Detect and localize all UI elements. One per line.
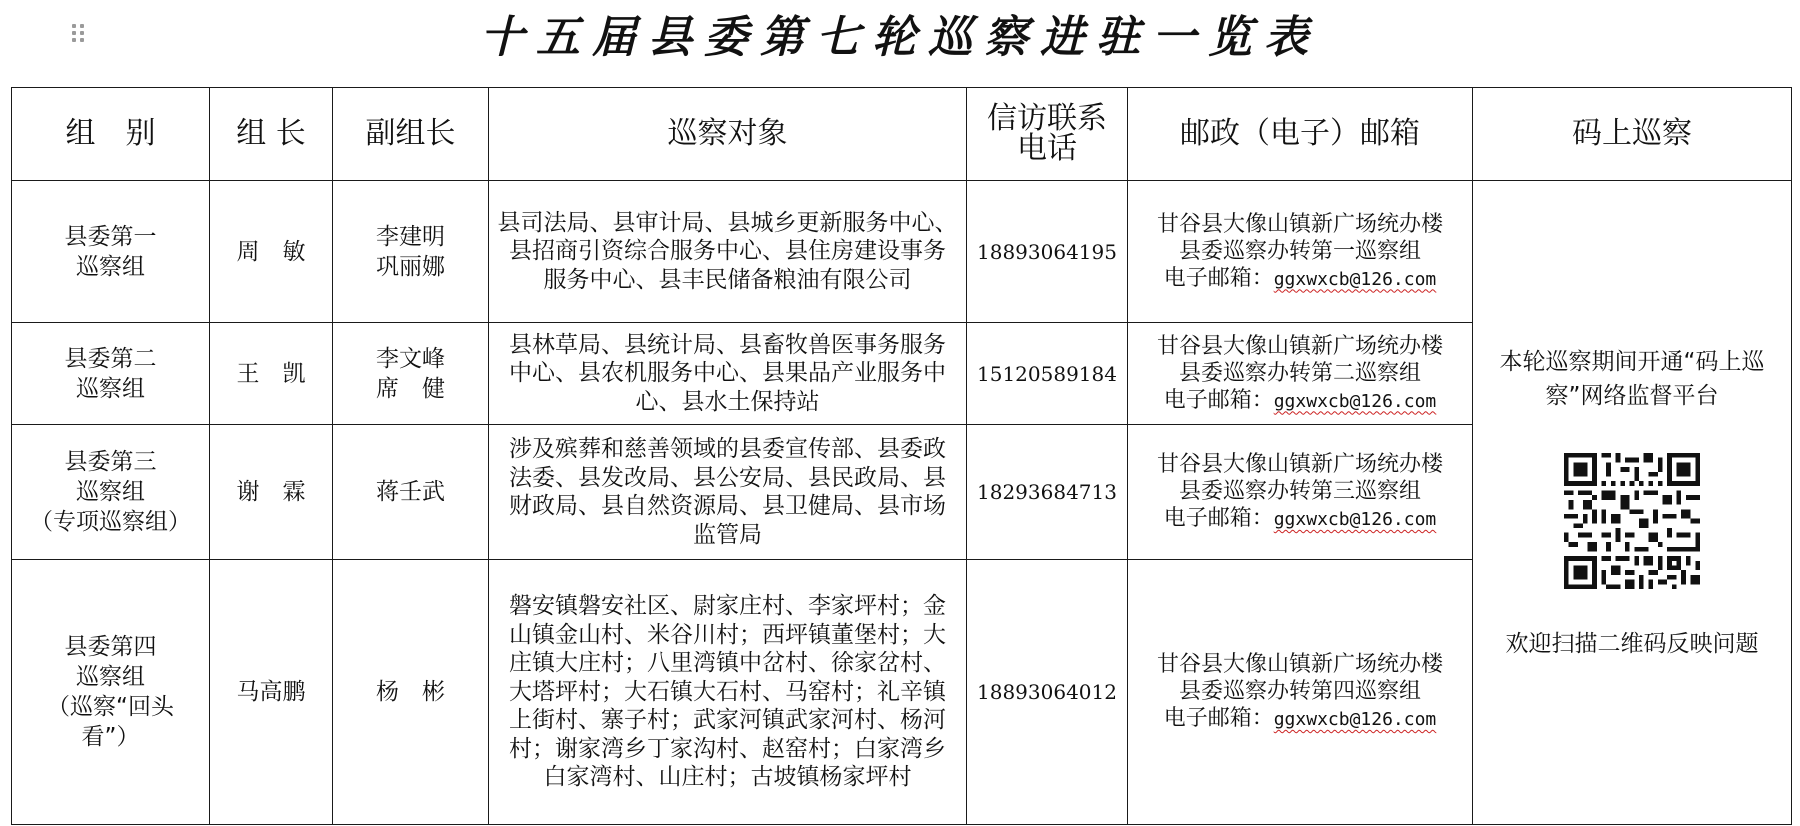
mail-address-line: 县委巡察办转第三巡察组 <box>1178 479 1421 504</box>
deputy-cell <box>333 323 489 425</box>
email-label: 电子邮箱： <box>1163 387 1274 413</box>
email-address[interactable]: ggxwxcb@126.com <box>1273 390 1437 412</box>
group-line: 县委第二 <box>64 345 157 372</box>
deputy-cell <box>333 181 489 323</box>
email-label: 电子邮箱： <box>1163 265 1274 291</box>
scope-line: 庄镇大庄村；八里湾镇中岔村、徐家岔村、 <box>509 650 946 677</box>
scope-line: 上街村、寨子村；武家河镇武家河村、杨河 <box>509 707 946 734</box>
header-scope: 巡察对象 <box>489 88 967 181</box>
header-qr: 码上巡察 <box>1473 88 1792 181</box>
phone-cell: 18893064012 <box>967 560 1128 825</box>
scope-line: 服务中心、县丰民储备粮油有限公司 <box>543 266 912 293</box>
group-line: 县委第一 <box>64 223 157 250</box>
inspection-roster-table <box>11 87 1792 825</box>
email-line <box>1128 265 1472 293</box>
email-address[interactable]: ggxwxcb@126.com <box>1273 709 1437 730</box>
mail-address-line: 县委巡察办转第二巡察组 <box>1178 360 1421 386</box>
email-address[interactable]: ggxwxcb@126.com <box>1273 268 1437 290</box>
scope-line: 法委、县发改局、县公安局、县民政局、县 <box>509 464 946 491</box>
group-line: 县委第三 <box>64 449 157 475</box>
scope-line: 村；谢家湾乡丁家沟村、赵窑村；白家湾乡 <box>509 735 946 762</box>
group-cell <box>12 560 210 825</box>
phone-cell: 15120589184 <box>967 323 1128 425</box>
scope-line: 县林草局、县统计局、县畜牧兽医事务服务 <box>509 331 946 358</box>
email-address[interactable]: ggxwxcb@126.com <box>1273 509 1437 530</box>
scope-line: 大塔坪村；大石镇大石村、马窑村；礼辛镇 <box>509 678 946 705</box>
mail-address-line: 县委巡察办转第一巡察组 <box>1178 238 1421 264</box>
scope-line: 心、县水土保持站 <box>635 388 820 415</box>
phone-cell: 18893064195 <box>967 181 1128 323</box>
scope-cell <box>489 181 967 323</box>
table-header-row <box>12 88 1792 181</box>
scope-line: 财政局、县自然资源局、县卫健局、县市场 <box>509 493 946 519</box>
group-line: （专项巡察组） <box>30 509 191 535</box>
header-phone-line1: 信访联系 <box>987 101 1107 136</box>
deputy-name: 蒋壬武 <box>376 479 445 505</box>
email-line <box>1128 705 1472 733</box>
leader-cell <box>210 323 333 425</box>
scope-line: 磐安镇磐安社区、尉家庄村、李家坪村；金 <box>509 593 946 620</box>
scope-cell <box>489 425 967 560</box>
qr-panel-cell <box>1473 181 1792 825</box>
deputy-name: 巩丽娜 <box>376 253 445 280</box>
leader-name: 谢 霖 <box>236 479 306 505</box>
mail-address-line: 甘谷县大像山镇新广场统办楼 <box>1156 452 1443 477</box>
email-label: 电子邮箱： <box>1163 506 1274 531</box>
group-line: 巡察组 <box>76 375 145 402</box>
scope-cell <box>489 560 967 825</box>
header-phone <box>967 88 1128 181</box>
deputy-name: 李文峰 <box>376 345 445 372</box>
scope-line: 山镇金山村、米谷川村；西坪镇董堡村；大 <box>509 621 946 648</box>
email-line <box>1128 505 1472 533</box>
scope-line: 白家湾村、山庄村；古坡镇杨家坪村 <box>543 764 912 791</box>
group-cell <box>12 323 210 425</box>
group-cell <box>12 425 210 560</box>
deputy-cell <box>333 560 489 825</box>
leader-name: 马高鹏 <box>236 679 306 705</box>
header-phone-line2: 电话 <box>1017 131 1077 166</box>
scope-cell <box>489 323 967 425</box>
scope-line: 监管局 <box>693 521 762 548</box>
email-label: 电子邮箱： <box>1163 706 1274 731</box>
group-line: 巡察组 <box>76 479 145 505</box>
mail-address-line: 甘谷县大像山镇新广场统办楼 <box>1156 652 1443 677</box>
qr-intro-text: 本轮巡察期间开通“码上巡察”网络监督平台 <box>1499 348 1765 409</box>
qr-code-icon[interactable] <box>1564 453 1700 589</box>
mail-cell <box>1128 560 1473 825</box>
scope-line: 涉及殡葬和慈善领域的县委宣传部、县委政 <box>509 436 946 462</box>
group-line: 巡察组 <box>76 253 145 280</box>
table-row <box>12 181 1792 323</box>
qr-cta-text: 欢迎扫描二维码反映问题 <box>1505 630 1759 657</box>
leader-name: 王 凯 <box>236 360 306 387</box>
mail-address-line: 甘谷县大像山镇新广场统办楼 <box>1156 211 1443 237</box>
group-cell <box>12 181 210 323</box>
header-mail: 邮政（电子）邮箱 <box>1128 88 1473 181</box>
header-deputy: 副组长 <box>333 88 489 181</box>
leader-cell <box>210 181 333 323</box>
deputy-name: 李建明 <box>376 223 445 250</box>
page-title: 十五届县委第七轮巡察进驻一览表 <box>480 12 1320 63</box>
leader-name: 周 敏 <box>236 238 306 265</box>
deputy-cell <box>333 425 489 560</box>
mail-cell <box>1128 425 1473 560</box>
group-line: 看”） <box>81 724 140 750</box>
scope-line: 县招商引资综合服务中心、县住房建设事务 <box>509 238 946 265</box>
email-line <box>1128 387 1472 415</box>
mail-address-line: 甘谷县大像山镇新广场统办楼 <box>1156 333 1443 359</box>
phone-cell: 18293684713 <box>967 425 1128 560</box>
mail-cell <box>1128 181 1473 323</box>
leader-cell <box>210 425 333 560</box>
deputy-name: 席 健 <box>376 375 445 402</box>
deputy-name: 杨 彬 <box>376 679 445 705</box>
scope-line: 县司法局、县审计局、县城乡更新服务中心、 <box>497 209 958 236</box>
group-line: （巡察“回头 <box>47 694 174 720</box>
mail-cell <box>1128 323 1473 425</box>
scope-line: 中心、县农机服务中心、县果品产业服务中 <box>509 360 946 387</box>
header-group: 组 别 <box>12 88 210 181</box>
header-leader: 组 长 <box>210 88 333 181</box>
mail-address-line: 县委巡察办转第四巡察组 <box>1178 679 1421 704</box>
group-line: 县委第四 <box>64 634 157 660</box>
group-line: 巡察组 <box>76 664 145 690</box>
leader-cell <box>210 560 333 825</box>
